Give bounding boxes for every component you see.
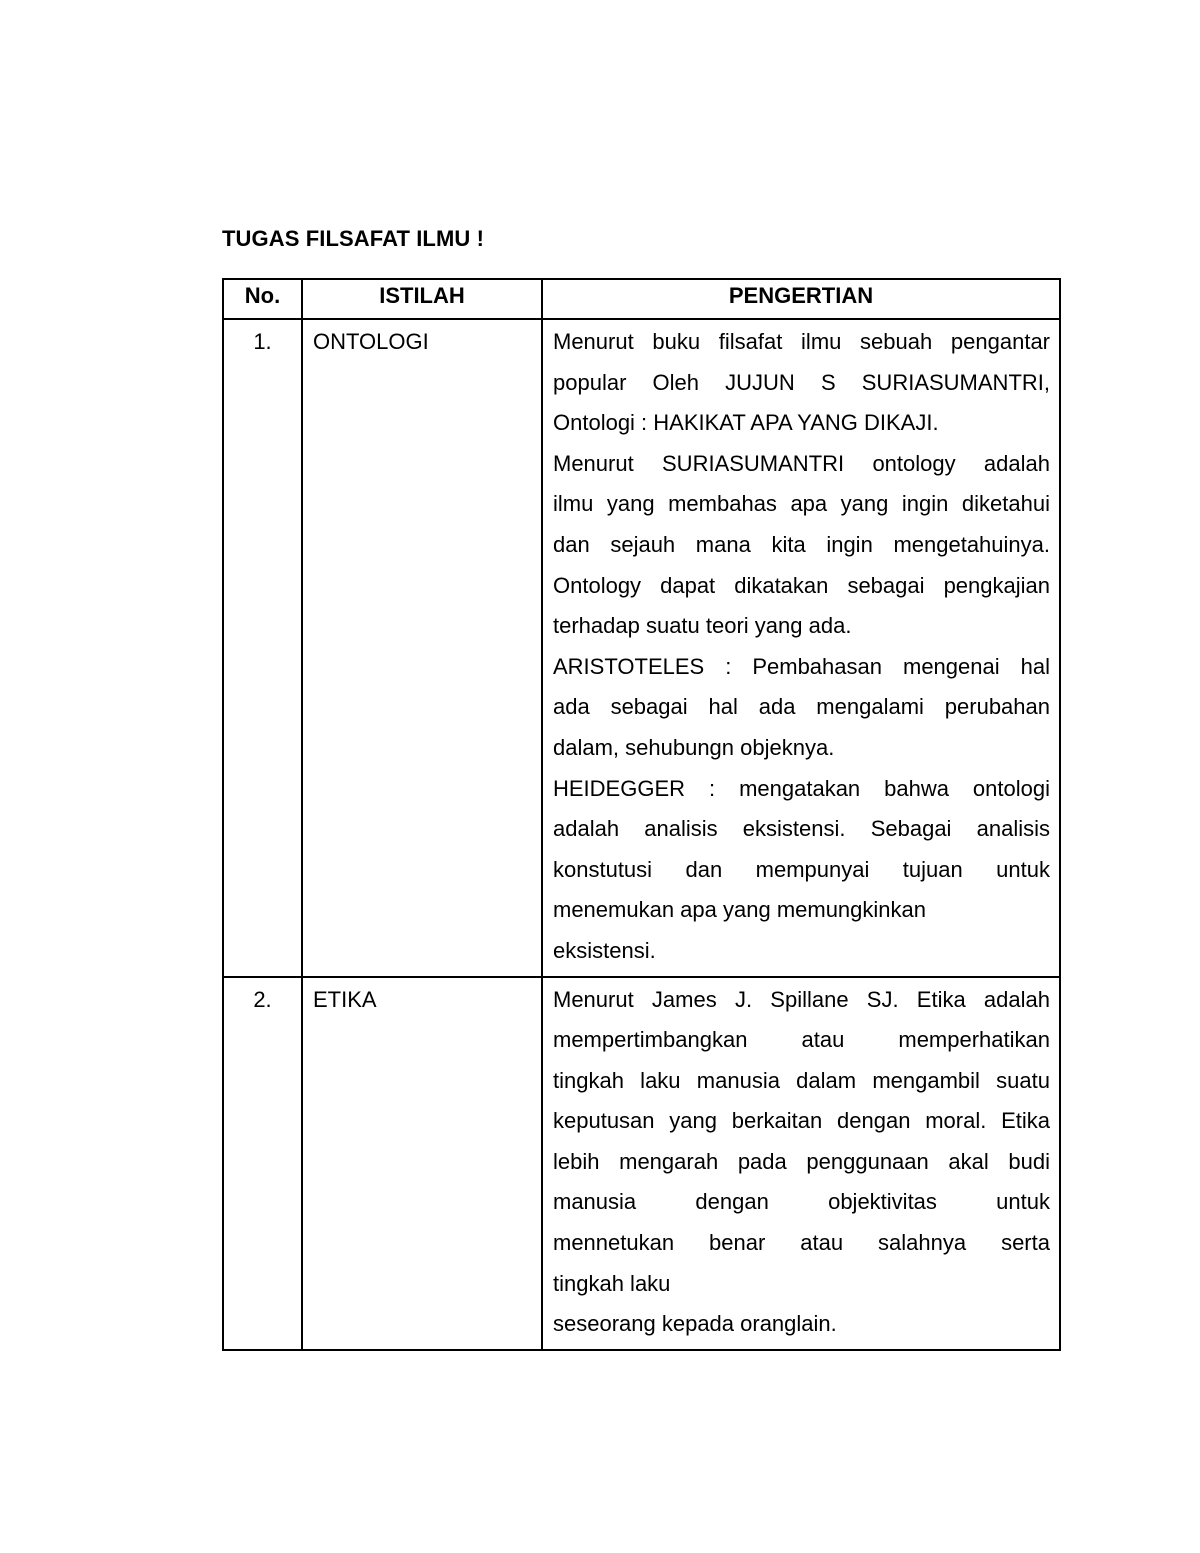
- definition-line: manusia dengan objektivitas untuk: [553, 1189, 1050, 1215]
- row-definition: [542, 977, 1060, 1350]
- definition-line: HEIDEGGER : mengatakan bahwa ontologi: [553, 775, 1050, 801]
- definition-line: lebih mengarah pada penggunaan akal budi: [553, 1148, 1050, 1174]
- definition-line: menemukan apa yang memungkinkan: [553, 897, 927, 923]
- row-number: 1.: [223, 319, 302, 977]
- definition-line: Ontology dapat dikatakan sebagai pengkajian: [553, 572, 1050, 598]
- definition-line: Ontologi : HAKIKAT APA YANG DIKAJI.: [553, 410, 939, 436]
- definition-line: terhadap suatu teori yang ada.: [553, 613, 852, 639]
- definition-line: tingkah laku: [553, 1270, 671, 1296]
- header-pengertian: PENGERTIAN: [542, 279, 1060, 319]
- definition-line: eksistensi.: [553, 937, 656, 963]
- table-row: [223, 319, 1060, 977]
- page-title: TUGAS FILSAFAT ILMU !: [222, 226, 484, 251]
- definition-line: konstutusi dan mempunyai tujuan untuk: [553, 856, 1050, 882]
- table-row: [223, 977, 1060, 1350]
- definition-line: seseorang kepada oranglain.: [553, 1311, 837, 1337]
- header-istilah: ISTILAH: [302, 279, 542, 319]
- definition-line: ARISTOTELES : Pembahasan mengenai hal: [553, 653, 1050, 679]
- row-definition: [542, 319, 1060, 977]
- definition-line: popular Oleh JUJUN S SURIASUMANTRI,: [553, 369, 1050, 395]
- definition-line: Menurut buku filsafat ilmu sebuah pengantar: [553, 329, 1050, 354]
- table-body: [223, 319, 1060, 1350]
- definition-line: dalam, sehubungn objeknya.: [553, 734, 835, 760]
- header-no: No.: [223, 279, 302, 319]
- definition-line: ada sebagai hal ada mengalami perubahan: [553, 694, 1050, 720]
- definition-line: Menurut SURIASUMANTRI ontology adalah: [553, 450, 1050, 476]
- definition-line: Menurut James J. Spillane SJ. Etika adalah: [553, 986, 1050, 1012]
- definition-line: tingkah laku manusia dalam mengambil suatu: [553, 1067, 1050, 1093]
- row-number: 2.: [223, 977, 302, 1350]
- row-term: ONTOLOGI: [302, 319, 542, 977]
- definition-line: adalah analisis eksistensi. Sebagai analisis: [553, 816, 1050, 842]
- definition-line: keputusan yang berkaitan dengan moral. Etika: [553, 1108, 1050, 1134]
- table-header-row: [223, 279, 1060, 319]
- definition-line: dan sejauh mana kita ingin mengetahuinya.: [553, 531, 1050, 557]
- definition-line: mennetukan benar atau salahnya serta: [553, 1230, 1050, 1256]
- definition-line: mempertimbangkan atau memperhatikan: [553, 1027, 1050, 1053]
- definitions-table: [222, 278, 1061, 1351]
- row-term: ETIKA: [302, 977, 542, 1350]
- definition-line: ilmu yang membahas apa yang ingin diketahui: [553, 491, 1050, 517]
